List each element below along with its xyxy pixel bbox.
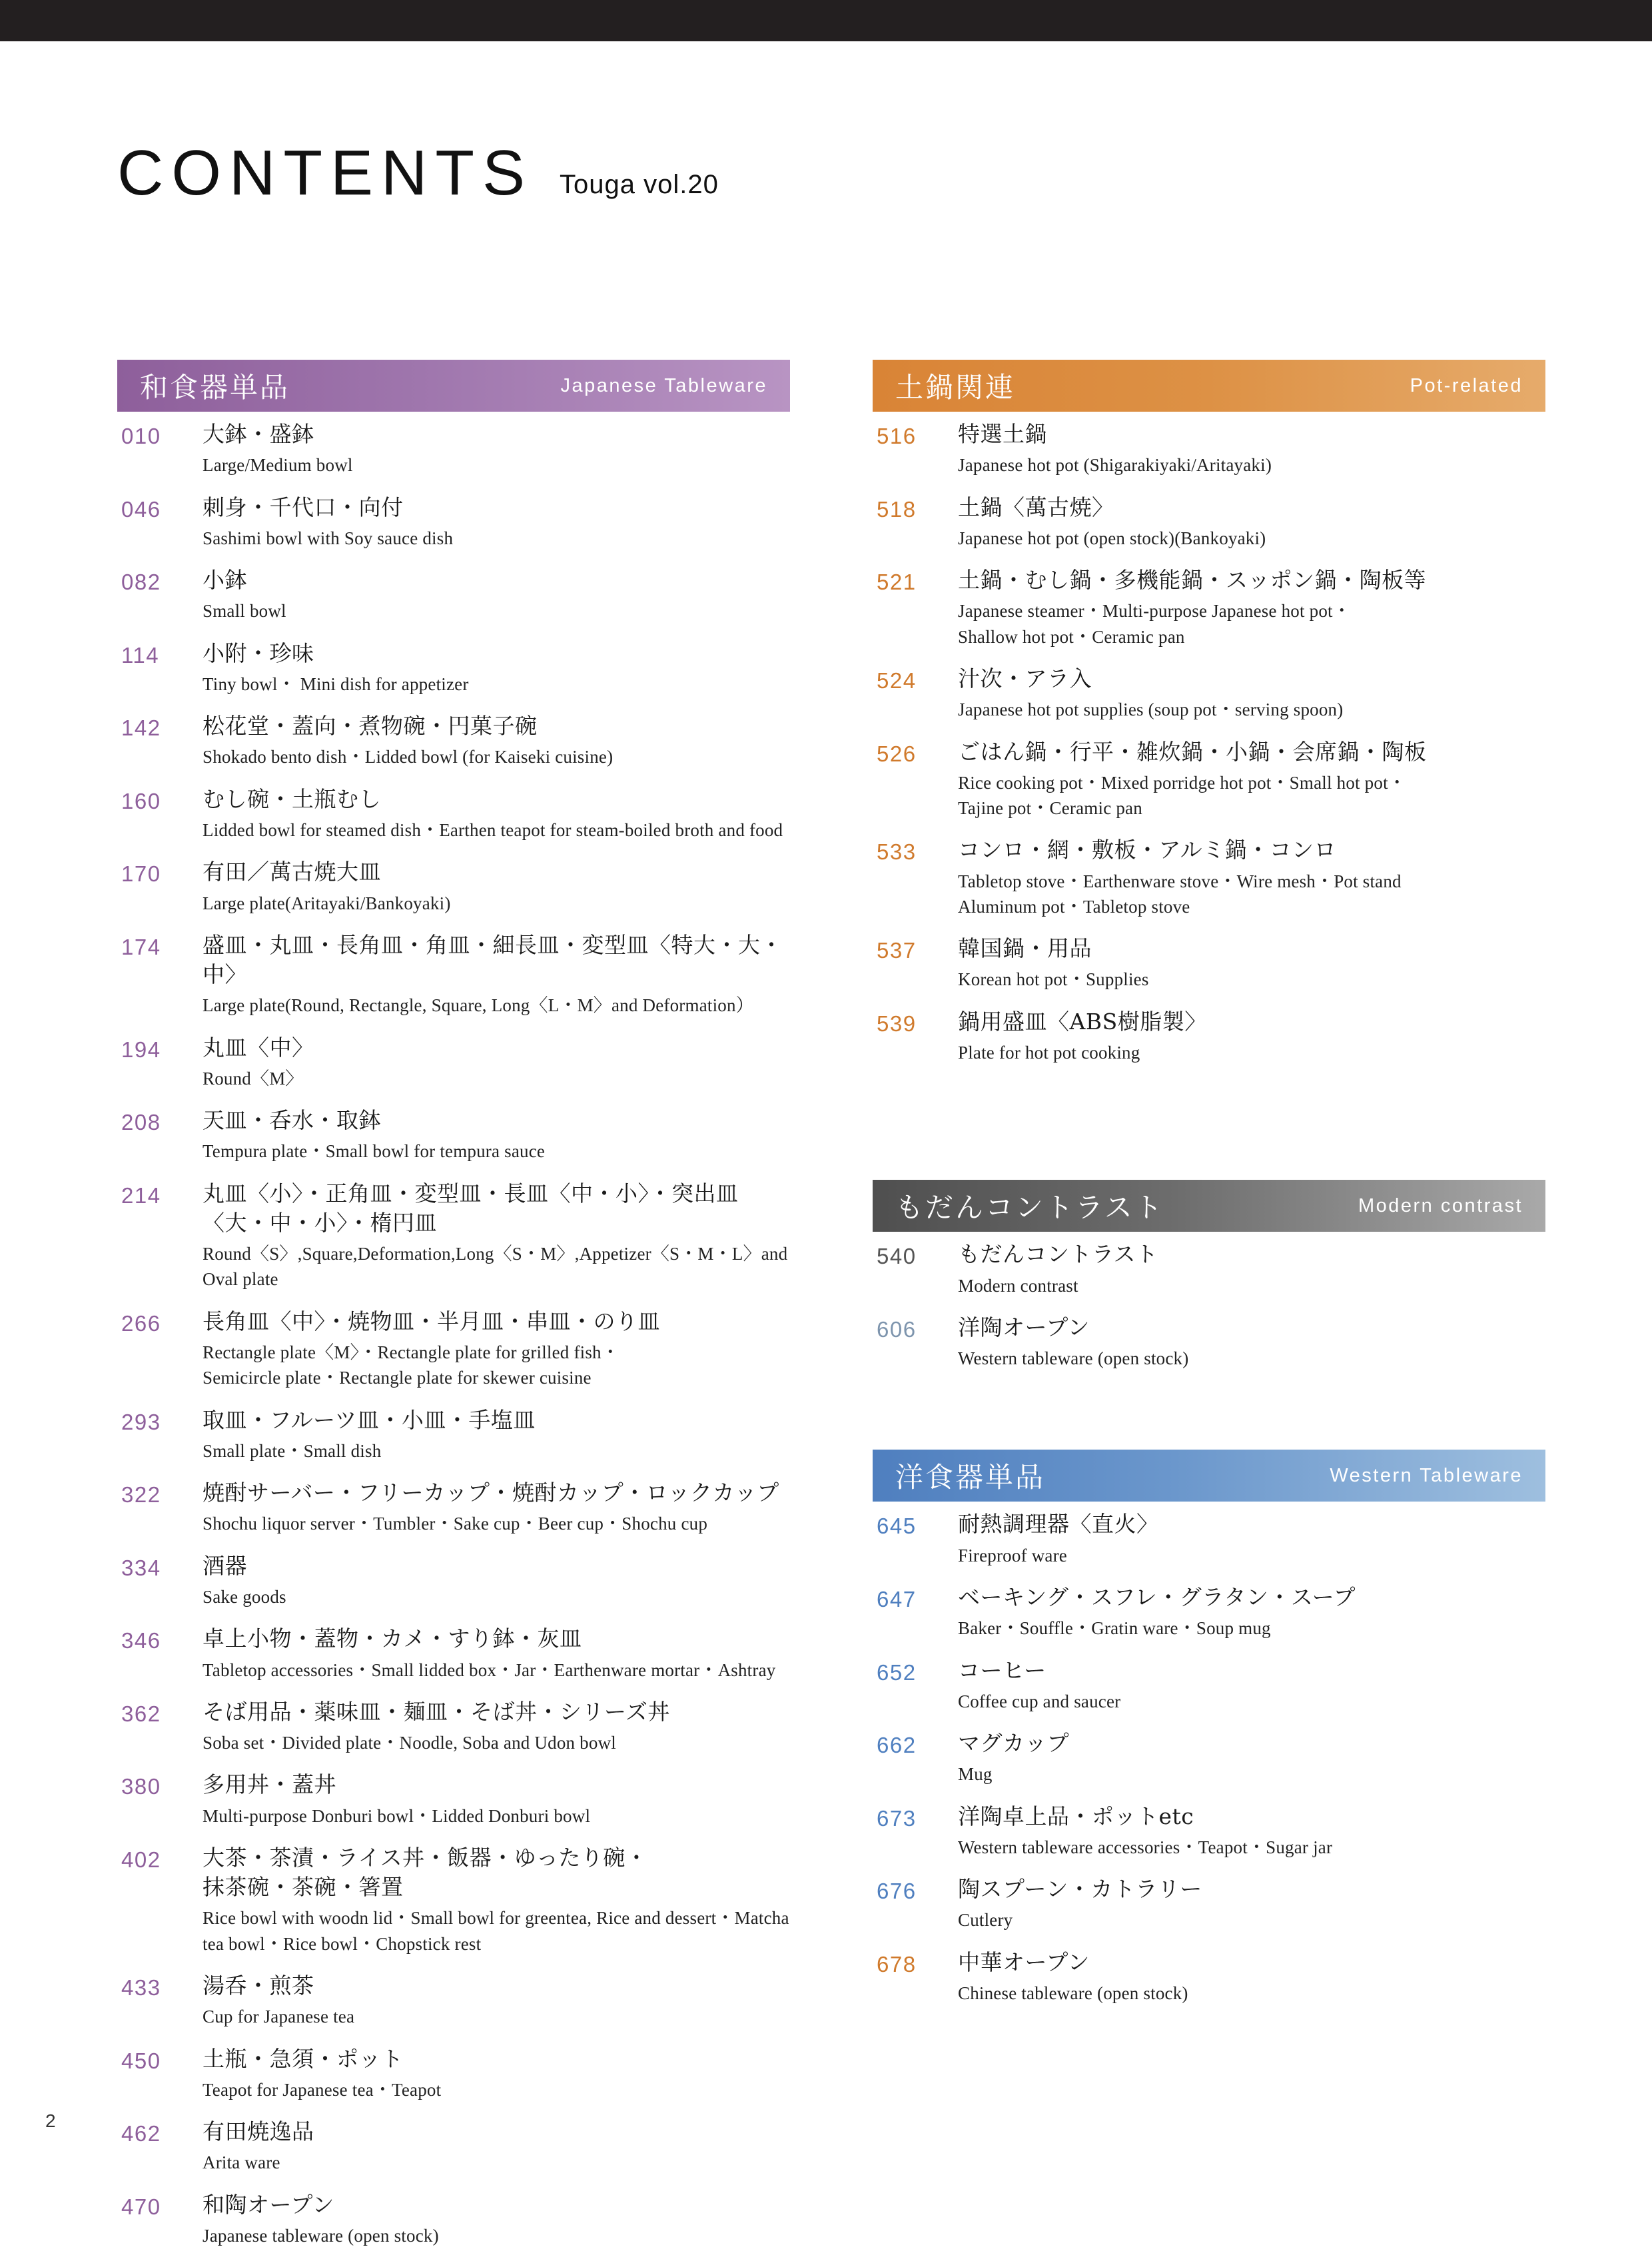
toc-entry-page-number[interactable]: 334 (121, 1555, 161, 1580)
toc-entry-title-jp[interactable]: 大茶・茶漬・ライス丼・飯器・ゆったり碗・ 抹茶碗・茶碗・箸置 (203, 1844, 648, 1901)
toc-entry-title-en: Lidded bowl for steamed dish・Earthen teapot for steam-boiled broth and food (203, 819, 783, 840)
toc-entry-page-number[interactable]: 647 (877, 1587, 917, 1611)
toc-entry-title-en: Sashimi bowl with Soy sauce dish (203, 528, 454, 548)
section-pot-related (873, 360, 1545, 1065)
toc-entry-page-number[interactable]: 652 (877, 1659, 917, 1685)
toc-entry[interactable] (873, 420, 1545, 478)
toc-entry-page-number[interactable]: 346 (121, 1628, 161, 1653)
toc-entry-body (203, 1843, 790, 1957)
toc-entry[interactable] (117, 1406, 790, 1464)
toc-entry-title-jp[interactable]: 酒器 (203, 1552, 247, 1579)
toc-entry-title-jp[interactable]: 洋陶卓上品・ポットetc (958, 1803, 1194, 1829)
toc-entry[interactable] (873, 1729, 1545, 1787)
toc-entry-body (203, 711, 790, 770)
toc-entry[interactable] (873, 1240, 1545, 1298)
section-header-modern-contrast (873, 1180, 1545, 1232)
toc-entry-page-number[interactable]: 524 (877, 668, 917, 693)
toc-entry-page-number[interactable]: 402 (121, 1847, 161, 1872)
toc-entry-title-en: Round〈S〉,Square,Deformation,Long〈S・M〉,Appetizer〈S・M・L〉and Oval plate (203, 1244, 788, 1290)
toc-entry-page-number[interactable]: 362 (121, 1701, 161, 1726)
toc-entry-title-en: Japanese hot pot (open stock)(Bankoyaki) (958, 528, 1266, 548)
toc-entry-title-jp[interactable]: 和陶オープン (203, 2191, 335, 2218)
toc-entry-title-en: Multi-purpose Donburi bowl・Lidded Donburi bowl (203, 1805, 591, 1826)
toc-entry-body (203, 785, 790, 843)
toc-entry[interactable] (117, 711, 790, 770)
toc-entry[interactable] (117, 785, 790, 843)
page-subtitle: Touga vol.20 (560, 170, 719, 199)
toc-entry-body (958, 493, 1545, 552)
toc-entry-body (958, 737, 1545, 821)
toc-entry-page-number[interactable]: 142 (121, 715, 161, 741)
toc-entry-title-en: Small plate・Small dish (203, 1440, 382, 1461)
toc-entry-title-jp[interactable]: 土鍋〈萬古焼〉 (958, 494, 1114, 520)
toc-entry-title-jp[interactable]: 洋陶オープン (958, 1314, 1090, 1340)
toc-entry-title-jp[interactable]: 多用丼・蓋丼 (203, 1771, 336, 1798)
toc-entry-title-jp[interactable]: そば用品・薬味皿・麺皿・そば丼・シリーズ丼 (203, 1698, 670, 1725)
toc-entry-body (203, 1697, 790, 1756)
toc-entry-title-jp[interactable]: 陶スプーン・カトラリー (958, 1876, 1202, 1903)
toc-entry-title-jp[interactable]: 天皿・呑水・取鉢 (203, 1107, 381, 1134)
toc-entry-page-number[interactable]: 214 (121, 1182, 161, 1208)
toc-entry-body (203, 857, 790, 916)
toc-entry-title-jp[interactable]: 湯呑・煎茶 (203, 1973, 314, 1999)
toc-entry-page-number[interactable]: 194 (121, 1037, 161, 1062)
toc-entry-body (958, 1007, 1545, 1066)
toc-entry-page-number[interactable]: 170 (121, 861, 161, 887)
section-title-jp: 和食器単品 (140, 371, 290, 404)
toc-entry-page-number[interactable]: 606 (877, 1316, 917, 1342)
toc-entry[interactable] (117, 1179, 790, 1292)
toc-entry[interactable] (873, 664, 1545, 723)
toc-entry-title-jp[interactable]: 特選土鍋 (958, 421, 1047, 447)
toc-entry-body (958, 835, 1545, 919)
section-title-jp: 土鍋関連 (895, 371, 1016, 404)
contents-column-right (873, 360, 1545, 2021)
toc-entry[interactable] (873, 1007, 1545, 1066)
toc-entry-body (958, 1313, 1545, 1372)
toc-entry[interactable] (117, 639, 790, 697)
toc-entry-page-number[interactable]: 516 (877, 424, 917, 448)
toc-entry-body (203, 566, 790, 624)
toc-entry-body (203, 1033, 790, 1092)
toc-entry[interactable] (117, 1478, 790, 1537)
page-title: CONTENTS (117, 137, 533, 209)
toc-entry-page-number[interactable]: 462 (121, 2121, 161, 2146)
toc-entry[interactable] (117, 2044, 790, 2103)
toc-entry-body (958, 1948, 1545, 2007)
section-entry-list (873, 412, 1545, 1065)
section-title-jp: 洋食器単品 (895, 1461, 1046, 1494)
toc-entry-page-number[interactable]: 266 (121, 1310, 161, 1336)
toc-entry-title-en: Tabletop accessories・Small lidded box・Jar・Earthenware mortar・Ashtray (203, 1659, 776, 1680)
page-title-block (117, 137, 719, 209)
toc-entry-body (958, 1875, 1545, 1933)
page-top-band (0, 0, 1652, 41)
toc-entry-title-en: Rice cooking pot・Mixed porridge hot pot・Small hot pot・ Tajine pot・Ceramic pan (958, 772, 1406, 819)
toc-entry-page-number[interactable]: 521 (877, 570, 917, 595)
section-entry-list (873, 1232, 1545, 1371)
toc-entry[interactable] (117, 1971, 790, 2030)
toc-entry[interactable] (117, 1697, 790, 1756)
toc-entry-title-jp[interactable]: コーヒー (958, 1657, 1046, 1683)
toc-entry[interactable] (873, 1802, 1545, 1861)
toc-entry-title-en: Soba set・Divided plate・Noodle, Soba and Udon bowl (203, 1733, 616, 1753)
section-header-japanese-tableware (117, 360, 790, 412)
toc-entry-title-en: Coffee cup and saucer (958, 1691, 1121, 1711)
section-title-en: Modern contrast (1358, 1194, 1523, 1216)
toc-entry-body (203, 1624, 790, 1683)
toc-entry-page-number[interactable]: 010 (121, 424, 161, 448)
toc-entry-title-jp[interactable]: 盛皿・丸皿・長角皿・角皿・細長皿・変型皿〈特大・大・中〉 (203, 931, 783, 988)
toc-entry[interactable] (873, 1510, 1545, 1568)
toc-entry-title-jp[interactable]: マグカップ (958, 1730, 1070, 1757)
toc-entry-title-jp[interactable]: 松花堂・蓋向・煮物碗・円菓子碗 (203, 713, 538, 739)
toc-entry-body (203, 931, 790, 1019)
toc-entry-title-en: Western tableware accessories・Teapot・Sugar jar (958, 1837, 1333, 1857)
toc-entry[interactable] (117, 1307, 790, 1391)
toc-entry-title-en: Fireproof ware (958, 1545, 1067, 1566)
toc-entry-body (203, 493, 790, 552)
toc-entry[interactable] (117, 1033, 790, 1092)
toc-entry[interactable] (117, 857, 790, 916)
toc-entry-body (958, 934, 1545, 993)
toc-entry-title-jp[interactable]: 小鉢 (203, 567, 247, 594)
toc-entry-body (958, 566, 1545, 650)
toc-entry-page-number[interactable]: 526 (877, 741, 917, 766)
toc-entry[interactable] (117, 2190, 790, 2249)
toc-entry-body (203, 1552, 790, 1610)
toc-entry[interactable] (873, 1583, 1545, 1641)
toc-entry[interactable] (117, 566, 790, 624)
toc-entry-title-en: Shokado bento dish・Lidded bowl (for Kaiseki cuisine) (203, 747, 614, 767)
toc-entry-title-jp[interactable]: 中華オープン (958, 1949, 1090, 1975)
toc-entry-title-en: Cutlery (958, 1910, 1013, 1931)
toc-entry-title-en: Korean hot pot・Supplies (958, 969, 1149, 990)
toc-entry[interactable] (117, 1770, 790, 1829)
toc-entry-title-jp[interactable]: 小附・珍味 (203, 640, 314, 666)
section-entry-list (117, 412, 790, 2248)
toc-entry-title-jp[interactable]: 有田／萬古焼大皿 (203, 859, 381, 885)
section-spacer (873, 1386, 1545, 1450)
toc-entry-title-en: Tabletop stove・Earthenware stove・Wire mesh・Pot stand Aluminum pot・Tabletop stove (958, 871, 1402, 917)
toc-entry-page-number[interactable]: 645 (877, 1514, 917, 1539)
toc-entry-page-number[interactable]: 540 (877, 1244, 917, 1269)
toc-entry-title-en: Arita ware (203, 2152, 280, 2173)
toc-entry[interactable] (117, 2117, 790, 2176)
toc-entry-body (203, 2044, 790, 2103)
page-number: 2 (45, 2110, 56, 2131)
toc-entry-title-jp[interactable]: 焼酎サーバー・フリーカップ・焼酎カップ・ロックカップ (203, 1480, 779, 1506)
toc-entry-title-en: Mug (958, 1764, 993, 1785)
toc-entry-title-en: Tempura plate・Small bowl for tempura sauce (203, 1141, 546, 1162)
toc-entry[interactable] (873, 737, 1545, 821)
toc-entry-title-en: Plate for hot pot cooking (958, 1043, 1140, 1063)
toc-entry-title-en: Cup for Japanese tea (203, 2007, 355, 2027)
toc-entry[interactable] (117, 1624, 790, 1683)
toc-entry-title-en: Western tableware (open stock) (958, 1348, 1189, 1369)
toc-entry-title-jp[interactable]: 丸皿〈中〉 (203, 1034, 314, 1061)
toc-entry-title-en: Baker・Souffle・Gratin ware・Soup mug (958, 1618, 1271, 1639)
section-modern-contrast (873, 1180, 1545, 1371)
toc-entry-title-jp[interactable]: 取皿・フルーツ皿・小皿・手塩皿 (203, 1406, 536, 1433)
toc-entry-body (958, 1240, 1545, 1298)
section-japanese-tableware (117, 360, 790, 2248)
toc-entry[interactable] (117, 420, 790, 478)
section-title-en: Western Tableware (1330, 1464, 1523, 1486)
toc-entry-title-en: Japanese hot pot (Shigarakiyaki/Aritayaki) (958, 455, 1272, 476)
catalog-contents-page (0, 41, 1652, 2246)
toc-entry-page-number[interactable]: 322 (121, 1482, 161, 1508)
toc-entry-title-jp[interactable]: むし碗・土瓶むし (203, 785, 381, 812)
toc-entry-page-number[interactable]: 046 (121, 496, 161, 522)
toc-entry-page-number[interactable]: 678 (877, 1951, 917, 1977)
toc-entry[interactable] (873, 566, 1545, 650)
toc-entry-body (958, 1802, 1545, 1861)
toc-entry-title-jp[interactable]: 丸皿〈小〉・正角皿・変型皿・長皿〈中・小〉・突出皿〈大・中・小〉・楕円皿 (203, 1180, 739, 1236)
toc-entry-title-en: Small bowl (203, 601, 286, 622)
toc-entry[interactable] (873, 1656, 1545, 1715)
toc-entry-body (203, 2190, 790, 2249)
toc-entry-body (958, 664, 1545, 723)
toc-entry-title-en: Chinese tableware (open stock) (958, 1983, 1188, 2003)
toc-entry-title-jp[interactable]: 韓国鍋・用品 (958, 935, 1092, 962)
toc-entry-page-number[interactable]: 174 (121, 934, 161, 959)
toc-entry-title-en: Tiny bowl・ Mini dish for appetizer (203, 674, 469, 694)
toc-entry-body (958, 1729, 1545, 1787)
toc-entry-title-jp[interactable]: 汁次・アラ入 (958, 665, 1092, 691)
toc-entry-page-number[interactable]: 470 (121, 2194, 161, 2219)
toc-entry-body (203, 1971, 790, 2030)
toc-entry-title-en: Large/Medium bowl (203, 455, 353, 476)
toc-entry-title-en: Round〈M〉 (203, 1068, 304, 1089)
toc-entry-title-en: Sake goods (203, 1586, 286, 1607)
toc-entry-title-en: Modern contrast (958, 1275, 1078, 1296)
section-spacer (873, 1080, 1545, 1180)
toc-entry-page-number[interactable]: 533 (877, 839, 917, 865)
contents-column-left (117, 360, 790, 2263)
toc-entry-title-en: Japanese hot pot supplies (soup pot・serving spoon) (958, 699, 1344, 720)
toc-entry-title-en: Rice bowl with woodn lid・Small bowl for greentea, Rice and dessert・Matcha tea bowl・Rice bowl・Chopstick rest (203, 1908, 789, 1954)
toc-entry-body (203, 2117, 790, 2176)
toc-entry-title-jp[interactable]: 卓上小物・蓋物・カメ・すり鉢・灰皿 (203, 1625, 582, 1652)
toc-entry-body (958, 1583, 1545, 1641)
toc-entry-page-number[interactable]: 676 (877, 1879, 917, 1904)
toc-entry-page-number[interactable]: 450 (121, 2048, 161, 2073)
toc-entry-page-number[interactable]: 160 (121, 788, 161, 813)
toc-entry-body (203, 1179, 790, 1292)
toc-entry-page-number[interactable]: 662 (877, 1733, 917, 1758)
section-header-pot-related (873, 360, 1545, 412)
toc-entry-title-en: Rectangle plate〈M〉・Rectangle plate for grilled fish・ Semicircle plate・Rectangle plate for skewer cuisine (203, 1342, 620, 1388)
toc-entry-page-number[interactable]: 673 (877, 1805, 917, 1831)
toc-entry-title-en: Teapot for Japanese tea・Teapot (203, 2079, 442, 2100)
toc-entry-page-number[interactable]: 518 (877, 496, 917, 522)
toc-entry-body (203, 1770, 790, 1829)
toc-entry[interactable] (117, 1843, 790, 1957)
toc-entry-title-jp[interactable]: 土瓶・急須・ポット (203, 2045, 404, 2072)
toc-entry-body (958, 1656, 1545, 1715)
toc-entry-title-en: Shochu liquor server・Tumbler・Sake cup・Beer cup・Shochu cup (203, 1514, 708, 1534)
toc-entry-title-jp[interactable]: 大鉢・盛鉢 (203, 421, 314, 447)
section-title-en: Japanese Tableware (560, 374, 767, 396)
toc-entry-page-number[interactable]: 293 (121, 1409, 161, 1434)
section-entry-list (873, 1502, 1545, 2006)
toc-entry-title-jp[interactable]: 鍋用盛皿〈ABS樹脂製〉 (958, 1008, 1207, 1035)
toc-entry[interactable] (873, 835, 1545, 919)
toc-entry-title-jp[interactable]: ごはん鍋・行平・雑炊鍋・小鍋・会席鍋・陶板 (958, 738, 1427, 765)
toc-entry[interactable] (873, 493, 1545, 552)
toc-entry-title-jp[interactable]: 有田焼逸品 (203, 2118, 314, 2145)
toc-entry-title-en: Japanese steamer・Multi-purpose Japanese hot pot・ Shallow hot pot・Ceramic pan (958, 601, 1351, 647)
toc-entry-title-en: Large plate(Aritayaki/Bankoyaki) (203, 893, 451, 913)
toc-entry[interactable] (873, 1948, 1545, 2007)
toc-entry-page-number[interactable]: 433 (121, 1975, 161, 2001)
toc-entry-title-en: Large plate(Round, Rectangle, Square, Long〈L・M〉and Deformation） (203, 995, 754, 1016)
toc-entry[interactable] (117, 1106, 790, 1164)
toc-entry-body (203, 1307, 790, 1391)
toc-entry-title-jp[interactable]: ベーキング・スフレ・グラタン・スープ (958, 1584, 1356, 1610)
toc-entry-page-number[interactable]: 114 (121, 642, 160, 668)
toc-entry-page-number[interactable]: 539 (877, 1011, 917, 1036)
toc-entry[interactable] (117, 1552, 790, 1610)
toc-entry-body (203, 1478, 790, 1537)
toc-entry-title-jp[interactable]: 長角皿〈中〉・焼物皿・半月皿・串皿・のり皿 (203, 1308, 660, 1334)
section-title-jp: もだんコントラスト (895, 1191, 1164, 1224)
toc-entry-title-jp[interactable]: コンロ・網・敷板・アルミ鍋・コンロ (958, 837, 1337, 863)
toc-entry-page-number[interactable]: 537 (877, 938, 917, 963)
toc-entry-title-jp[interactable]: 土鍋・むし鍋・多機能鍋・スッポン鍋・陶板等 (958, 567, 1427, 594)
section-title-en: Pot-related (1410, 374, 1523, 396)
toc-entry[interactable] (873, 1875, 1545, 1933)
toc-entry-title-jp[interactable]: 耐熱調理器〈直火〉 (958, 1511, 1159, 1538)
toc-entry-page-number[interactable]: 082 (121, 570, 161, 595)
toc-entry-body (203, 420, 790, 478)
toc-entry-body (203, 1106, 790, 1164)
toc-entry-title-jp[interactable]: もだんコントラスト (958, 1241, 1158, 1268)
toc-entry-page-number[interactable]: 208 (121, 1110, 161, 1135)
toc-entry[interactable] (117, 493, 790, 552)
toc-entry-body (203, 639, 790, 697)
toc-entry[interactable] (873, 1313, 1545, 1372)
section-header-western-tableware (873, 1450, 1545, 1502)
toc-entry[interactable] (117, 931, 790, 1019)
toc-entry-body (958, 420, 1545, 478)
toc-entry-title-jp[interactable]: 刺身・千代口・向付 (203, 494, 404, 520)
toc-entry-body (203, 1406, 790, 1464)
toc-entry-body (958, 1510, 1545, 1568)
toc-entry-title-en: Japanese tableware (open stock) (203, 2225, 439, 2246)
section-western-tableware (873, 1450, 1545, 2006)
toc-entry[interactable] (873, 934, 1545, 993)
toc-entry-page-number[interactable]: 380 (121, 1774, 161, 1799)
